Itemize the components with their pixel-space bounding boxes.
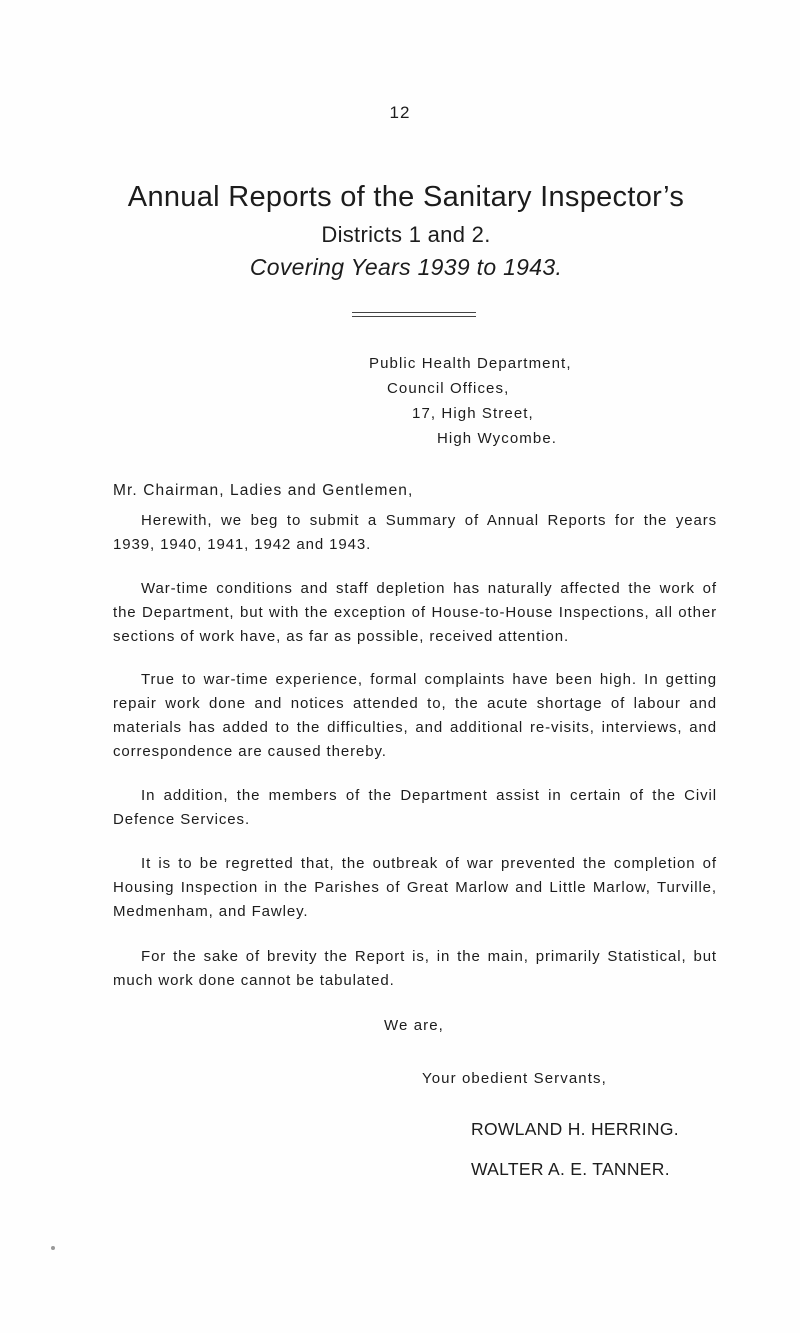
- paper-speck: [51, 1246, 55, 1250]
- salutation: Mr. Chairman, Ladies and Gentlemen,: [113, 482, 414, 499]
- address-line-town: High Wycombe.: [437, 430, 558, 447]
- paragraph-war-time-conditions: War-time conditions and staff depletion has naturally affected the work of the Department, but with the exception of House-to-House Inspections, all other sections of work have, as far as possible, received attention.: [113, 580, 717, 645]
- report-title: Annual Reports of the Sanitary Inspector’s: [127, 181, 685, 213]
- address-line-street: 17, High Street,: [412, 405, 534, 422]
- paragraph-civil-defence: In addition, the members of the Department assist in certain of the Civil Defence Services.: [113, 787, 717, 828]
- paragraph-housing-inspection: It is to be regretted that, the outbreak of war prevented the completion of Housing Inspection in the Parishes of Great Marlow and Little Marlow, Turville, Medmenham, and Fawley.: [113, 855, 717, 920]
- paragraph-complaints: True to war-time experience, formal complaints have been high. In getting repair work done and notices attended to, the acute shortage of labour and materials has added to the difficulties, and additional re-visits, interviews, and correspondence are caused thereby.: [113, 671, 717, 760]
- report-subtitle: Districts 1 and 2.: [321, 222, 491, 247]
- closing-obedient-servants: Your obedient Servants,: [422, 1070, 607, 1087]
- divider-rule-bottom: [352, 316, 476, 317]
- paragraph-summary: Herewith, we beg to submit a Summary of Annual Reports for the years 1939, 1940, 1941, 1942 and 1943.: [113, 512, 717, 553]
- address-line-offices: Council Offices,: [387, 380, 510, 397]
- address-line-department: Public Health Department,: [369, 355, 572, 372]
- page-number: 12: [389, 103, 411, 122]
- covering-years: Covering Years 1939 to 1943.: [249, 254, 563, 280]
- signature-tanner: WALTER A. E. TANNER.: [471, 1159, 670, 1179]
- divider-rule-top: [352, 312, 476, 313]
- signature-herring: ROWLAND H. HERRING.: [471, 1119, 679, 1139]
- closing-we-are: We are,: [384, 1017, 444, 1034]
- paragraph-brevity: For the sake of brevity the Report is, in the main, primarily Statistical, but much work done cannot be tabulated.: [113, 948, 717, 989]
